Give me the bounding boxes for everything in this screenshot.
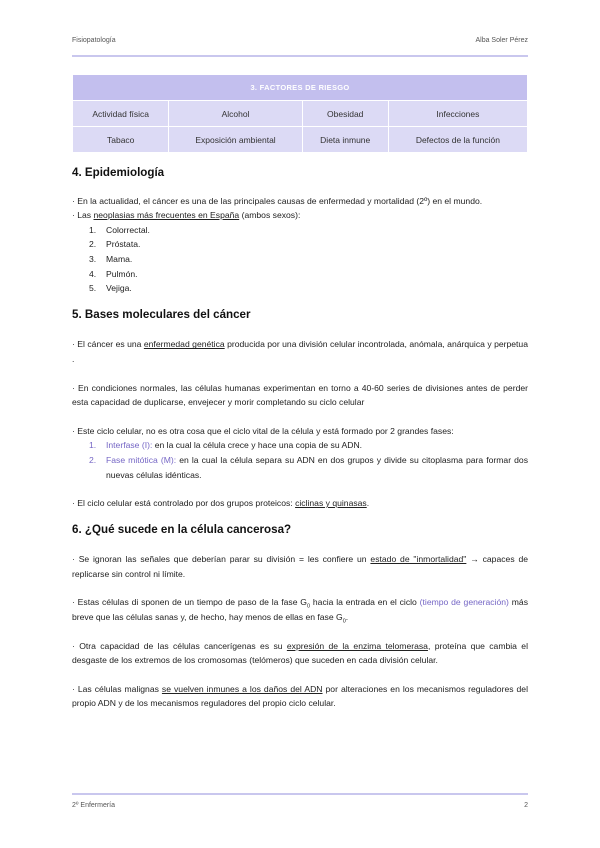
underlined-term: estado de "inmortalidad"	[370, 554, 467, 565]
footer-divider	[72, 793, 528, 795]
table-cell: Obesidad	[302, 101, 388, 127]
list-item: 4. Pulmón.	[89, 268, 138, 279]
list-item: 2. Fase mitótica (M): en la cual la célula separa su ADN en dos grupos y divide su citoplasma para formar dos nuevas células idénticas.	[89, 454, 528, 480]
list-item: 3. Mama.	[89, 253, 133, 264]
underlined-term: ciclinas y quinasas	[295, 498, 367, 509]
table-cell: Tabaco	[73, 127, 169, 153]
paragraph: · Las células malignas se vuelven inmunes a los daños del ADN por alteraciones en los mecanismos reguladores del propio ADN y de los mecanismos reguladores del propio ciclo celular.	[72, 683, 528, 709]
page-number: 2	[524, 802, 528, 809]
paragraph: · En condiciones normales, las células humanas experimentan en torno a 40-60 series de divisiones antes de perder esta capacidad de duplicarse, envejecer y morir completando su ciclo celular	[72, 382, 528, 408]
list-item: 1. Colorrectal.	[89, 224, 150, 235]
header-divider	[72, 55, 528, 57]
paragraph: · Las neoplasias más frecuentes en España (ambos sexos):	[72, 210, 301, 221]
cancer-list	[72, 223, 528, 296]
table-cell: Exposición ambiental	[169, 127, 302, 153]
page-header	[72, 37, 528, 44]
highlighted-term: (tiempo de generación)	[419, 597, 509, 608]
section-heading-cancer-cell: 6. ¿Qué sucede en la célula cancerosa?	[72, 522, 292, 536]
section-heading-molecular-bases: 5. Bases moleculares del cáncer	[72, 307, 251, 321]
list-item: 2. Próstata.	[89, 239, 141, 250]
table-row	[73, 127, 528, 153]
table-cell: Infecciones	[388, 101, 527, 127]
risk-factors-table	[72, 74, 528, 153]
page-content	[72, 166, 528, 711]
header-author: Alba Soler Pérez	[475, 37, 528, 44]
table-cell: Dieta inmune	[302, 127, 388, 153]
table-title: 3. FACTORES DE RIESGO	[73, 75, 528, 101]
section-heading-epidemiology: 4. Epidemiología	[72, 166, 165, 179]
table-cell: Defectos de la función	[388, 127, 527, 153]
list-item: 5. Vejiga.	[89, 283, 132, 294]
paragraph: · Se ignoran las señales que deberían parar su división = les confiere un estado de "inmortalidad" → capaces de replicarse sin control ni límite.	[72, 554, 528, 579]
header-subject: Fisiopatología	[72, 37, 116, 44]
underlined-term: expresión de la enzima telomerasa	[286, 640, 428, 651]
paragraph: · El ciclo celular está controlado por dos grupos proteicos: ciclinas y quinasas.	[72, 498, 370, 509]
underlined-term: se vuelven inmunes a los daños del ADN	[161, 683, 323, 694]
paragraph: · En la actualidad, el cáncer es una de las principales causas de enfermedad y mortalidad (2º) en el mundo.	[72, 195, 483, 206]
table-cell: Actividad física	[73, 101, 169, 127]
table-cell: Alcohol	[169, 101, 302, 127]
paragraph: · El cáncer es una enfermedad genética producida por una división celular incontrolada, anómala, anárquica y perpetua .	[72, 339, 528, 364]
phase-term: Interfase (I):	[106, 440, 153, 451]
underlined-term: enfermedad genética	[143, 339, 225, 350]
underlined-term: neoplasias más frecuentes en España	[93, 210, 240, 221]
phase-list	[72, 438, 528, 482]
page-footer	[72, 802, 528, 809]
footer-course: 2º Enfermería	[72, 802, 116, 809]
phase-term: Fase mitótica (M):	[106, 454, 177, 465]
table-header-row	[73, 75, 528, 101]
paragraph: · Este ciclo celular, no es otra cosa que el ciclo vital de la célula y está formado por 2 grandes fases:	[72, 425, 454, 436]
paragraph: · Estas células di sponen de un tiempo de paso de la fase $G_0$ hacia la entrada en el ciclo (tiempo de generación) más breve que las células sanas y, de hecho, hay menos de ellas en fase $G_0$.	[72, 597, 528, 625]
paragraph: · Otra capacidad de las células cancerígenas es su expresión de la enzima telomerasa, proteína que cambia el desgaste de los extremos de los cromosomas (telómeros) que suceden en cada división celular.	[72, 640, 528, 666]
list-item: 1. Interfase (I): en la cual la célula crece y hace una copia de su ADN.	[89, 440, 363, 451]
table-row	[73, 101, 528, 127]
